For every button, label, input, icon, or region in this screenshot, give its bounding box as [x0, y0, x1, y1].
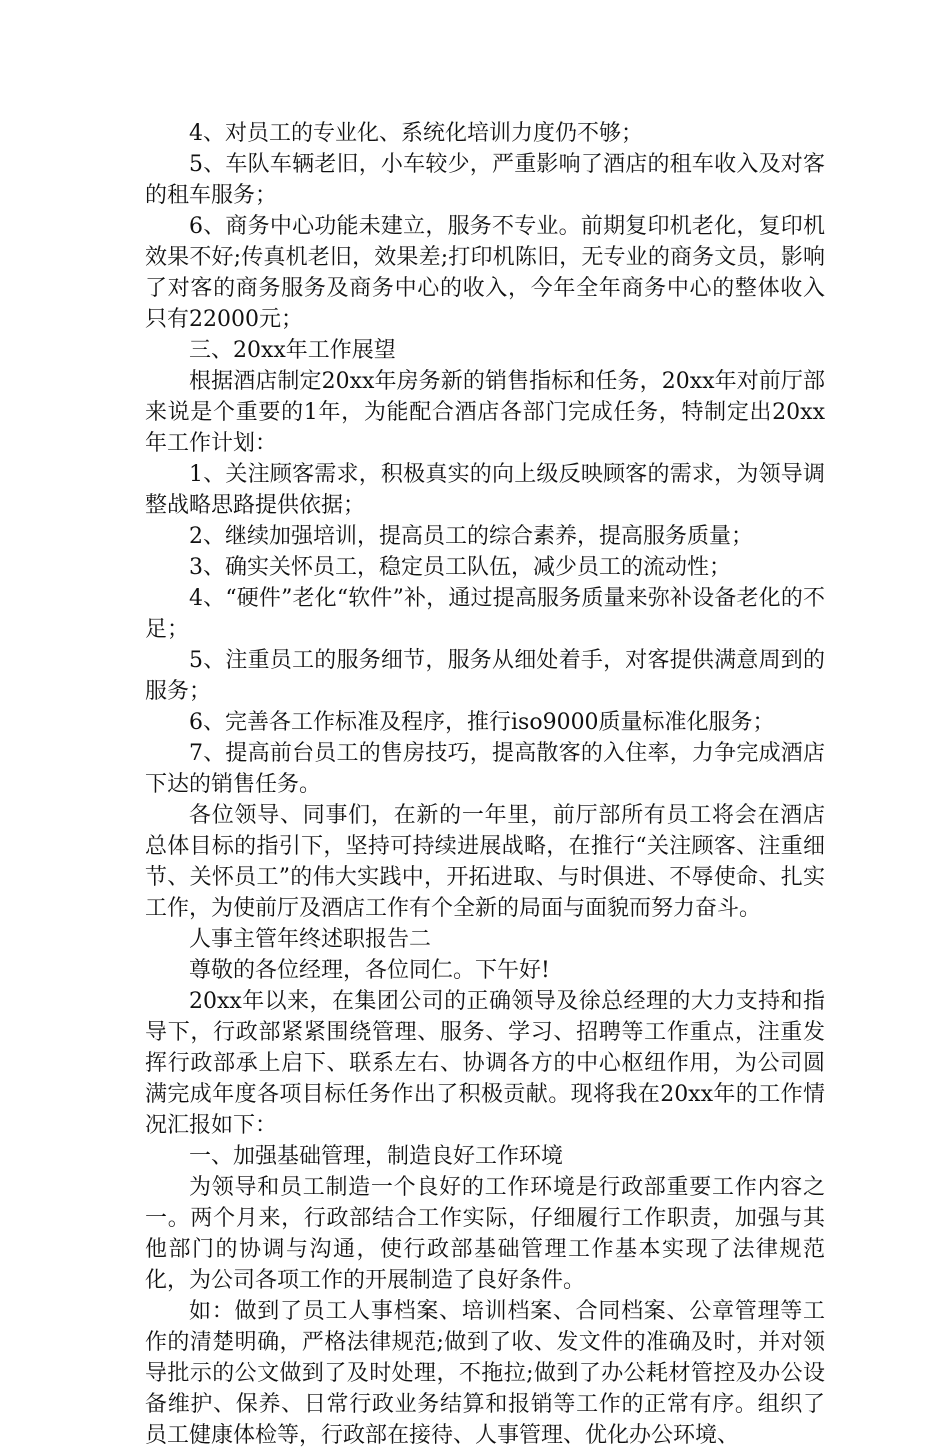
- list-item: 3、确实关怀员工，稳定员工队伍，减少员工的流动性；: [189, 555, 731, 580]
- paragraph: 5、车队车辆老旧，小车较少，严重影响了酒店的租车收入及对客的租车服务；: [145, 152, 825, 208]
- list-item: 1、关注顾客需求，积极真实的向上级反映顾客的需求，为领导调整战略思路提供依据；: [145, 462, 825, 518]
- paragraph: 6、商务中心功能未建立，服务不专业。前期复印机老化，复印机效果不好;传真机老旧，效果差;打印机陈旧，无专业的商务文员，影响了对客的商务服务及商务中心的收入，今年全年商务中心的整体收入只有22000元；: [145, 214, 825, 332]
- paragraph: 20xx年以来，在集团公司的正确领导及徐总经理的大力支持和指导下，行政部紧紧围绕管理、服务、学习、招聘等工作重点，注重发挥行政部承上启下、联系左右、协调各方的中心枢纽作用，为公司圆满完成年度各项目标任务作出了积极贡献。现将我在20xx年的工作情况汇报如下：: [145, 989, 825, 1138]
- paragraph: 如：做到了员工人事档案、培训档案、合同档案、公章管理等工作的清楚明确，严格法律规范;做到了收、发文件的准确及时，并对领导批示的公文做到了及时处理，不拖拉;做到了办公耗材管控及办公设备维护、保养、日常行政业务结算和报销等工作的正常有序。组织了员工健康体检等，行政部在接待、人事管理、优化办公环境、: [145, 1299, 825, 1448]
- paragraph: 为领导和员工制造一个良好的工作环境是行政部重要工作内容之一。两个月来，行政部结合工作实际，仔细履行工作职责，加强与其他部门的协调与沟通，使行政部基础管理工作基本实现了法律规范化，为公司各项工作的开展制造了良好条件。: [145, 1175, 825, 1293]
- document-body: [145, 118, 825, 1451]
- paragraph: 4、对员工的专业化、系统化培训力度仍不够；: [189, 121, 643, 146]
- list-item: 4、“硬件”老化“软件”补，通过提高服务质量来弥补设备老化的不足；: [145, 586, 825, 642]
- section-heading: 三、20xx年工作展望: [189, 338, 396, 363]
- document-title: 人事主管年终述职报告二: [189, 927, 432, 952]
- paragraph: 根据酒店制定20xx年房务新的销售指标和任务，20xx年对前厅部来说是个重要的1年，为能配合酒店各部门完成任务，特制定出20xx年工作计划：: [145, 369, 825, 456]
- list-item: 2、继续加强培训，提高员工的综合素养，提高服务质量；: [189, 524, 753, 549]
- salutation: 尊敬的各位经理，各位同仁。下午好!: [189, 958, 550, 983]
- list-item: 7、提高前台员工的售房技巧，提高散客的入住率，力争完成酒店下达的销售任务。: [145, 741, 825, 797]
- section-heading: 一、加强基础管理，制造良好工作环境: [189, 1144, 564, 1169]
- list-item: 5、注重员工的服务细节，服务从细处着手，对客提供满意周到的服务；: [145, 648, 825, 704]
- list-item: 6、完善各工作标准及程序，推行iso9000质量标准化服务；: [189, 710, 775, 735]
- paragraph: 各位领导、同事们，在新的一年里，前厅部所有员工将会在酒店总体目标的指引下，坚持可持续进展战略，在推行“关注顾客、注重细节、关怀员工”的伟大实践中，开拓进取、与时俱进、不辱使命、扎实工作，为使前厅及酒店工作有个全新的局面与面貌而努力奋斗。: [145, 803, 825, 921]
